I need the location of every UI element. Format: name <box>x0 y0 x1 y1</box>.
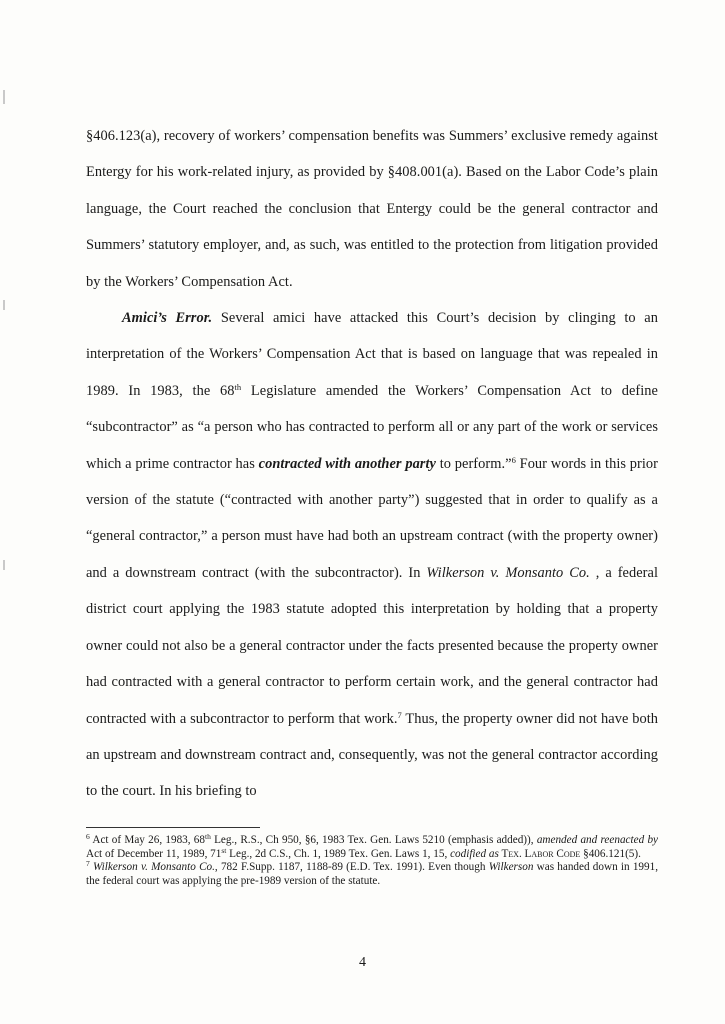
footnote-italic: codified as <box>450 847 499 860</box>
footnote-text: §406.121(5). <box>580 847 641 860</box>
footnote-text: was handed down in 1991, the federal court was applying the pre-1989 version of the statute. <box>86 861 658 887</box>
ordinal-suffix: th <box>205 832 211 841</box>
footnote-divider <box>86 827 260 828</box>
footnote-italic: amended and reenacted by <box>536 834 658 846</box>
body-text <box>86 118 658 810</box>
paragraph <box>86 118 658 300</box>
footnote-text: Leg., R.S., Ch 950, §6, 1983 Tex. Gen. Laws 5210 (emphasis added)), <box>210 834 537 846</box>
paragraph-text: , a federal district court applying the 1983 statute adopted this interpretation by holding that a property owner could not also be a general contractor under the facts presented because the property owner had contracted with a general contractor to perform certain work, and the general contractor had contracted with a subcontractor to perform that work. <box>86 564 659 727</box>
footnotes <box>86 834 658 888</box>
footnote-text: Act of May 26, 1983, 68 <box>89 834 205 846</box>
footnote <box>86 834 658 861</box>
page-number: 4 <box>359 955 366 970</box>
paragraph-text: to perform.” <box>435 455 512 472</box>
scan-edge-mark <box>3 300 5 310</box>
scan-edge-mark <box>3 560 5 570</box>
paragraph-text: Legislature amended the Workers’ Compensation Act to define “subcontractor” as “a person who has contracted to perform all or any part of the work or services which a prime contractor has <box>86 382 658 472</box>
footnote-reference[interactable]: 7 <box>397 709 402 720</box>
footnote-reference[interactable]: 6 <box>511 454 516 465</box>
scan-edge-mark <box>3 90 5 104</box>
footnote-italic: Wilkerson <box>488 861 534 874</box>
case-citation: Wilkerson v. Monsanto Co. <box>89 861 215 874</box>
statute-citation: Tex. Labor Code <box>498 847 581 860</box>
paragraph-text: Several amici have attacked this Court’s decision by clinging to an interpretation of the Workers’ Compensation Act that is based on language that was repealed in 1989. In 1983, the 68 <box>86 310 658 399</box>
emphasized-text: contracted with another party <box>258 455 436 472</box>
footnote-text: Act of December 11, 1989, 71 <box>86 847 222 860</box>
ordinal-suffix: st <box>221 845 227 855</box>
case-citation: Wilkerson v. Monsanto Co. <box>426 564 590 581</box>
paragraph-text: §406.123(a), recovery of workers’ compensation benefits was Summers’ exclusive remedy against Entergy for his work-related injury, as provided by §408.001(a). Based on the Labor Code’s plain language, the Court reached the conclusion that Entergy could be the general contractor and Summers’ statutory employer, and, as such, was entitled to the protection from litigation provided by the Workers’ Compensation Act. <box>86 128 658 290</box>
footnote-number: 6 <box>86 832 90 841</box>
footnote-text: , 782 F.Supp. 1187, 1188-89 (E.D. Tex. 1991). Even though <box>214 861 489 874</box>
paragraph-text: Thus, the property owner did not have both an upstream and downstream contract and, consequently, was not the general contractor according to the court. In his briefing to <box>86 710 658 800</box>
ordinal-suffix: th <box>234 381 242 392</box>
paragraph-text: Four words in this prior version of the statute (“contracted with another party”) suggested that in order to qualify as a “general contractor,” a person must have had both an upstream contract (with the property owner) and a downstream contract (with the subcontractor). In <box>86 455 659 581</box>
section-heading: Amici’s Error. <box>122 310 213 327</box>
footnote-text: Leg., 2d C.S., Ch. 1, 1989 Tex. Gen. Laws 1, 15, <box>226 847 451 860</box>
footnote-number: 7 <box>86 859 90 869</box>
footnote <box>86 861 658 888</box>
paragraph <box>86 300 658 810</box>
